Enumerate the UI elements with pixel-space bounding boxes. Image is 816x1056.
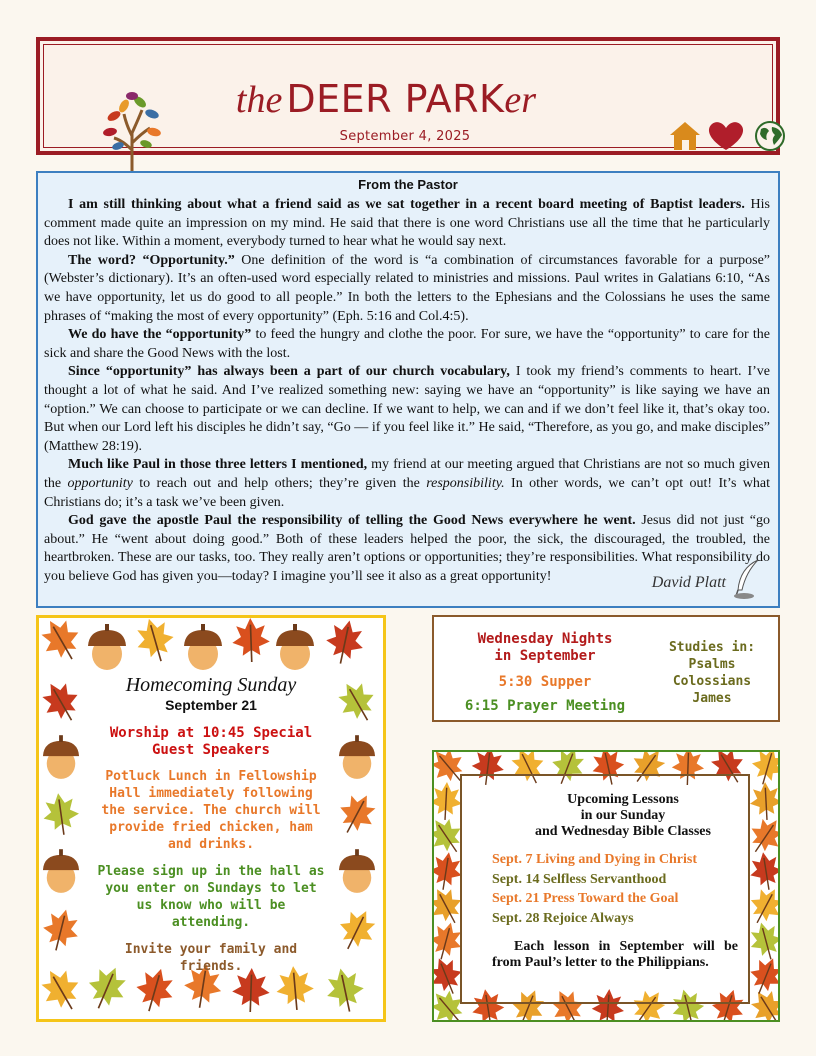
leaf-icon (322, 618, 368, 667)
leaf-icon (39, 905, 83, 954)
paragraph-lead: Since “opportunity” has always been a part of our church vocabulary, (68, 364, 510, 380)
globe-icon (756, 122, 784, 150)
paragraph-text: I took my friend’s comments to heart. I’ve thought a lot of what he said. And I’ve realized something new: saying we have an “opportunity” is like saying we have an “option.” We can choose to participate or we can decline. If we want to help, we can and if we don’t feel like it, that’s okay too. But when our Lord left his disciples he didn’t say, “Go — if you feel like it.” He said, “Therefore, as you go, and make disciples” (Matthew 28:19). (44, 364, 770, 454)
newsletter-title (176, 77, 596, 122)
leaf-icon (232, 618, 271, 663)
homecoming-flyer (36, 615, 386, 1022)
homecoming-signup: Please sign up in the hall as you enter on Sundays to let us know who will be attending. (97, 864, 325, 930)
study-item: James (692, 691, 732, 706)
lesson-item: Sept. 21 Press Toward the Goal (492, 891, 679, 906)
pastor-paragraph (44, 456, 770, 512)
leaf-icon (434, 781, 463, 821)
masthead-icons (668, 119, 790, 153)
homecoming-date: September 21 (165, 697, 257, 713)
tree-logo-icon (102, 88, 162, 180)
lesson-item: Sept. 28 Rejoice Always (492, 910, 634, 926)
homecoming-title: Homecoming Sunday (125, 674, 297, 696)
pastor-paragraph (44, 363, 770, 456)
lesson-item: Sept. 14 Selfless Servanthood (492, 871, 667, 887)
pastor-paragraph (44, 252, 770, 326)
pastor-body (44, 196, 770, 586)
leaf-icon (331, 787, 382, 841)
paragraph-lead: We do have the “opportunity” (68, 327, 252, 343)
acorn-icon (43, 735, 79, 779)
heart-icon (709, 122, 743, 150)
leaf-icon (332, 903, 382, 956)
wednesday-title-line1: Wednesday Nights (477, 631, 613, 647)
acorn-icon (339, 849, 375, 893)
pastor-signature: David Platt (651, 574, 726, 591)
paragraph-text: my friend at our meeting argued that Christians are not so much given the (44, 457, 770, 491)
lessons-note: Each lesson in September will be from Paul’s letter to the Philippians. (492, 939, 738, 970)
lessons-heading-line: and Wednesday Bible Classes (535, 824, 711, 839)
title-prefix: the (235, 79, 283, 121)
paragraph-lead: The word? “Opportunity.” (68, 252, 235, 268)
studies-label: Studies in: (668, 640, 756, 655)
lessons-heading-line: in our Sunday (580, 808, 666, 823)
emphasis-opportunity: opportunity (67, 475, 133, 491)
acorn-icon (276, 624, 314, 670)
leaf-icon (40, 791, 81, 838)
leaf-icon (39, 618, 88, 668)
title-main: DEER PARK (286, 77, 505, 121)
homecoming-lunch: Potluck Lunch in Fellowship Hall immediately following the service. The church will provide fried chicken, ham and drinks. (101, 769, 321, 852)
acorn-icon (184, 624, 222, 670)
issue-date: September 4, 2025 (339, 129, 471, 144)
leaf-icon (747, 752, 778, 789)
wednesday-title (440, 631, 650, 665)
house-icon (670, 122, 700, 150)
homecoming-invite: Invite your family and friends. (124, 942, 298, 974)
wednesday-nights-box (432, 615, 780, 722)
wednesday-prayer: 6:15 Prayer Meeting (464, 698, 626, 714)
paragraph-text: Jesus did not just “go about.” He “went about doing good.” Both of these leaders helped the poor, the sick, the discouraged, the troubled, the heartbroken. These are our tasks, too. They really aren’t options or opportunities; they’re responsibilities. What responsibility do you believe God has given you—today? I imagine you’ll see it also as a great opportunity! (44, 513, 770, 584)
pastor-heading: From the Pastor (358, 177, 458, 192)
lessons-content (492, 792, 758, 971)
upcoming-lessons-box (432, 750, 780, 1022)
paragraph-text: to feed the hungry and clothe the poor. For sure, we have the “opportunity” to care for the sick and share the Good News with the lost. (44, 327, 770, 361)
pastor-paragraph (44, 326, 770, 363)
paragraph-text: In other words, we can’t opt out! It’s what Christians do; it’s a task we’ve been given. (44, 475, 771, 510)
study-item: Psalms (688, 657, 736, 672)
acorn-icon (339, 735, 375, 779)
wednesday-title-line2: in September (494, 648, 596, 664)
wednesday-schedule (440, 631, 650, 714)
homecoming-content (97, 674, 325, 975)
wednesday-supper: 5:30 Supper (498, 674, 592, 690)
pastor-paragraph (44, 196, 770, 252)
paragraph-text: to reach out and help others; they’re given the (132, 475, 427, 491)
acorn-icon (43, 849, 79, 893)
leaf-icon (39, 675, 87, 729)
leaf-icon (331, 675, 383, 729)
paragraph-text: His comment made quite an impression on my mind. He said that there is one word Christians use all the time that he particularly does not like. Within a moment, everybody turned to hear what he would say next. (44, 197, 771, 250)
homecoming-worship: Worship at 10:45 Special Guest Speakers (109, 725, 313, 758)
paragraph-lead: Much like Paul in those three letters I mentioned, (68, 457, 368, 473)
lessons-heading (488, 792, 758, 840)
leaf-icon (322, 965, 368, 1016)
wednesday-studies (644, 639, 780, 707)
leaf-icon (39, 962, 88, 1019)
paragraph-lead: I am still thinking about what a friend said as we sat together in a recent board meeting of Baptist leaders. (68, 197, 745, 212)
lesson-item: Sept. 7 Living and Dying in Christ (492, 852, 697, 867)
lessons-heading-line: Upcoming Lessons (567, 792, 679, 807)
pastor-column (36, 171, 780, 608)
leaf-icon (131, 618, 179, 666)
quill-pen-icon (730, 558, 764, 600)
paragraph-lead: God gave the apostle Paul the responsibility of telling the Good News everywhere he went. (68, 513, 636, 529)
study-item: Colossians (672, 674, 752, 689)
masthead (36, 37, 780, 155)
acorn-icon (88, 624, 126, 670)
emphasis-responsibility: responsibility. (426, 475, 505, 491)
paragraph-text: One definition of the word is “a combination of circumstances favorable for a purpose” (Webster’s dictionary). It’s an often-used word especially related to ministries and missions. Paul writes in Galatians 6:10, “As we have opportunity, let us do good to all people.” In both the letters to the Ephesians and the Colossians he uses the same phrases of “making the most of every opportunity” (Eph. 5:16 and Col.4:5). (44, 252, 770, 324)
title-suffix: er (504, 79, 537, 121)
